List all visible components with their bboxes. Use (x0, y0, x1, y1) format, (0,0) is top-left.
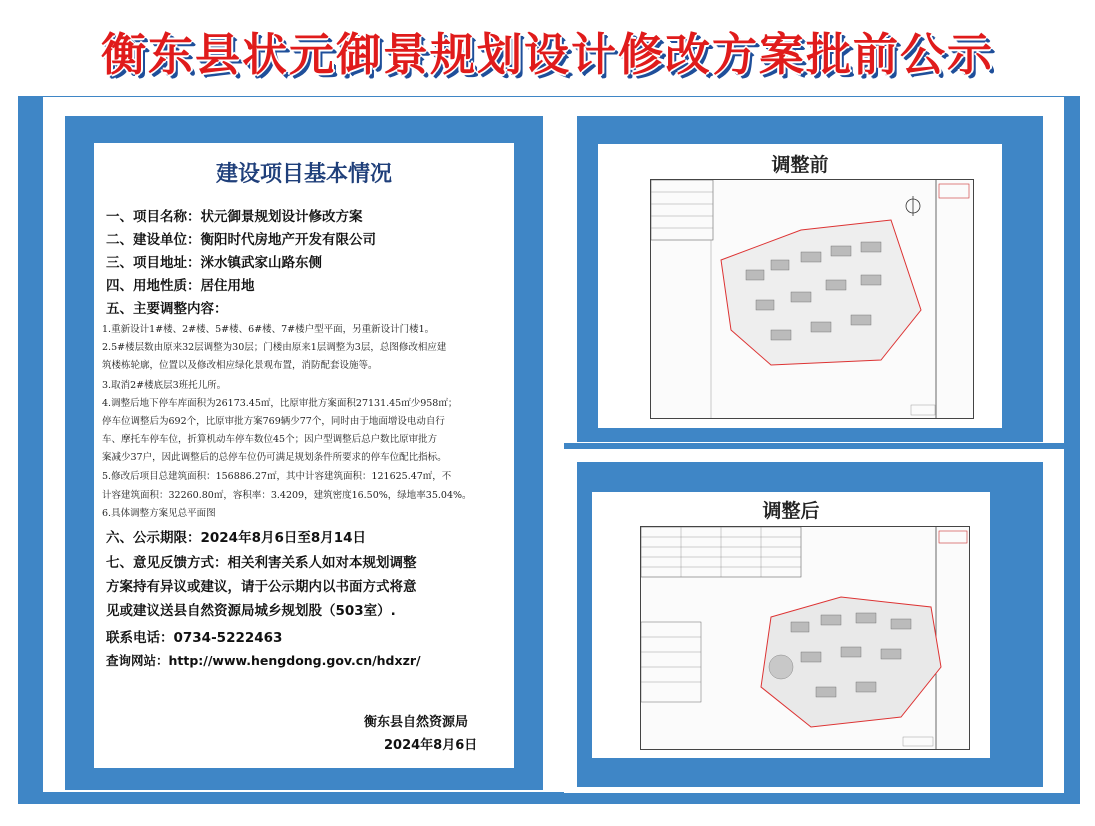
page-title: 衡东县状元御景规划设计修改方案批前公示 (100, 28, 994, 81)
title-bar (0, 0, 1095, 96)
before-site-plan (650, 179, 974, 419)
info-item-address: 三、项目地址：洣水镇武家山路东侧 (106, 255, 322, 271)
info-sheet (94, 143, 514, 768)
info-item-landuse: 四、用地性质：居住用地 (106, 278, 255, 294)
info-heading: 建设项目基本情况 (215, 162, 392, 187)
signature-org: 衡东县自然资源局 (364, 715, 469, 730)
detail-line: 5.修改后项目总建筑面积：156886.27㎡，其中计容建筑面积：121625.47㎡，不 (102, 471, 452, 482)
detail-line: 车、摩托车停车位，折算机动车停车数位45个；因户型调整后总户数比原审批方 (102, 434, 438, 445)
detail-line: 3.取消2#楼底层3班托儿所。 (102, 380, 227, 391)
info-item-name: 一、项目名称：状元御景规划设计修改方案 (106, 209, 363, 225)
detail-line: 案减少37户，因此调整后的总停车位仍可满足规划条件所要求的停车位配比指标。 (102, 452, 447, 463)
feedback-line: 方案持有异议或建议，请于公示期内以书面方式将意 (106, 579, 417, 595)
before-label: 调整前 (771, 154, 829, 176)
after-site-plan (640, 526, 970, 750)
detail-line: 2.5#楼层数由原来32层调整为30层；门楼由原来1层调整为3层，总图修改相应建 (102, 342, 447, 353)
feedback-line: 七、意见反馈方式：相关利害关系人如对本规划调整 (106, 555, 417, 571)
detail-line: 计容建筑面积：32260.80㎡，容积率：3.4209，建筑密度16.50%，绿地率35.04%。 (102, 490, 472, 501)
detail-line: 6.具体调整方案见总平面图 (102, 508, 216, 519)
detail-line: 4.调整后地下停车库面积为26173.45㎡，比原审批方案面积27131.45㎡少958㎡； (102, 398, 458, 409)
feedback-line: 见或建议送县自然资源局城乡规划股（503室）. (106, 603, 396, 619)
detail-line: 筑楼栋轮廓，位置以及修改相应绿化景观布置，消防配套设施等。 (102, 360, 378, 371)
contact-phone: 联系电话：0734-5222463 (106, 630, 283, 646)
before-plan-sheet (598, 144, 1002, 428)
after-label: 调整后 (762, 500, 820, 522)
detail-line: 1.重新设计1#楼、2#楼、5#楼、6#楼、7#楼户型平面，另重新设计门楼1。 (102, 324, 435, 335)
publicity-period: 六、公示期限：2024年8月6日至8月14日 (106, 530, 367, 546)
query-website: 查询网站：http://www.hengdong.gov.cn/hdxzr/ (106, 653, 421, 668)
detail-line: 停车位调整后为692个，比原审批方案769辆少77个，同时由于地面增设电动自行 (102, 416, 445, 427)
info-item-developer: 二、建设单位：衡阳时代房地产开发有限公司 (106, 232, 376, 248)
signature-date: 2024年8月6日 (384, 738, 478, 753)
info-item-adjustments: 五、主要调整内容： (106, 301, 228, 317)
after-plan-sheet (592, 492, 990, 758)
